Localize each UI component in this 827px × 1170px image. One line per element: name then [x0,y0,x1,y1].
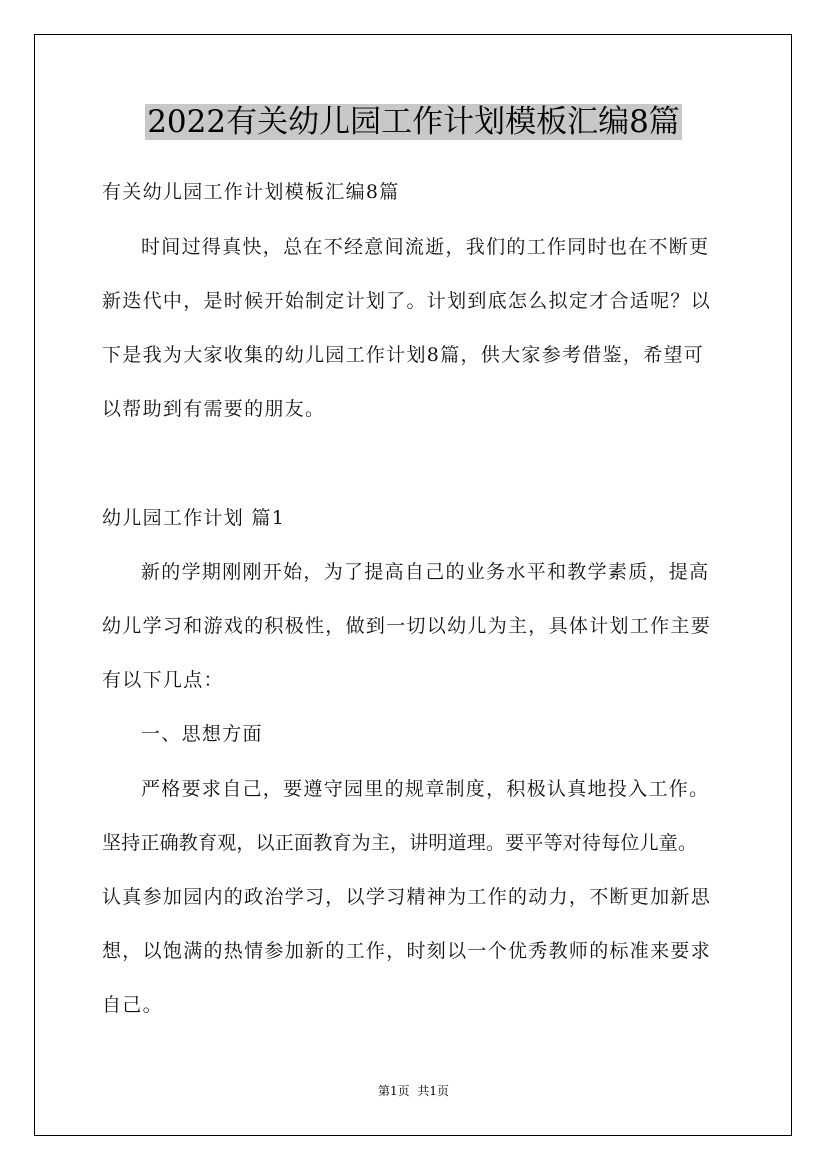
section-heading: 幼儿园工作计划 篇1 [102,507,286,529]
paragraph-line: 想，以饱满的热情参加新的工作，时刻以一个优秀教师的标准来要求 [102,940,712,962]
paragraph-line: 新迭代中，是时候开始制定计划了。计划到底怎么拟定才合适呢？以 [102,290,712,312]
document-title-text: 2022有关幼儿园工作计划模板汇编8篇 [147,104,680,140]
paragraph-line: 认真参加园内的政治学习，以学习精神为工作的动力，不断更加新思 [102,886,712,908]
paragraph-line: 下是我为大家收集的幼儿园工作计划8篇，供大家参考借鉴，希望可 [102,344,705,366]
paragraph-line: 严格要求自己，要遵守园里的规章制度，积极认真地投入工作。 [141,778,710,800]
paragraph-line: 以帮助到有需要的朋友。 [102,398,326,420]
page-footer [0,1082,827,1100]
page-total: 共1页 [417,1084,449,1098]
paragraph-line: 自己。 [102,994,163,1016]
paragraph-line: 有以下几点： [102,669,224,691]
paragraph-line: 时间过得真快，总在不经意间流逝，我们的工作同时也在不断更 [141,236,710,258]
paragraph-line: 坚持正确教育观，以正面教育为主，讲明道理。要平等对待每位儿童。 [102,832,698,854]
subtitle: 有关幼儿园工作计划模板汇编8篇 [102,181,400,203]
paragraph-line: 新的学期刚刚开始，为了提高自己的业务水平和教学素质，提高 [141,561,710,583]
page-number: 第1页 [378,1084,410,1098]
paragraph-line: 幼儿学习和游戏的积极性，做到一切以幼儿为主，具体计划工作主要 [102,615,712,637]
document-title [0,98,827,146]
sub-heading: 一、思想方面 [141,723,263,745]
